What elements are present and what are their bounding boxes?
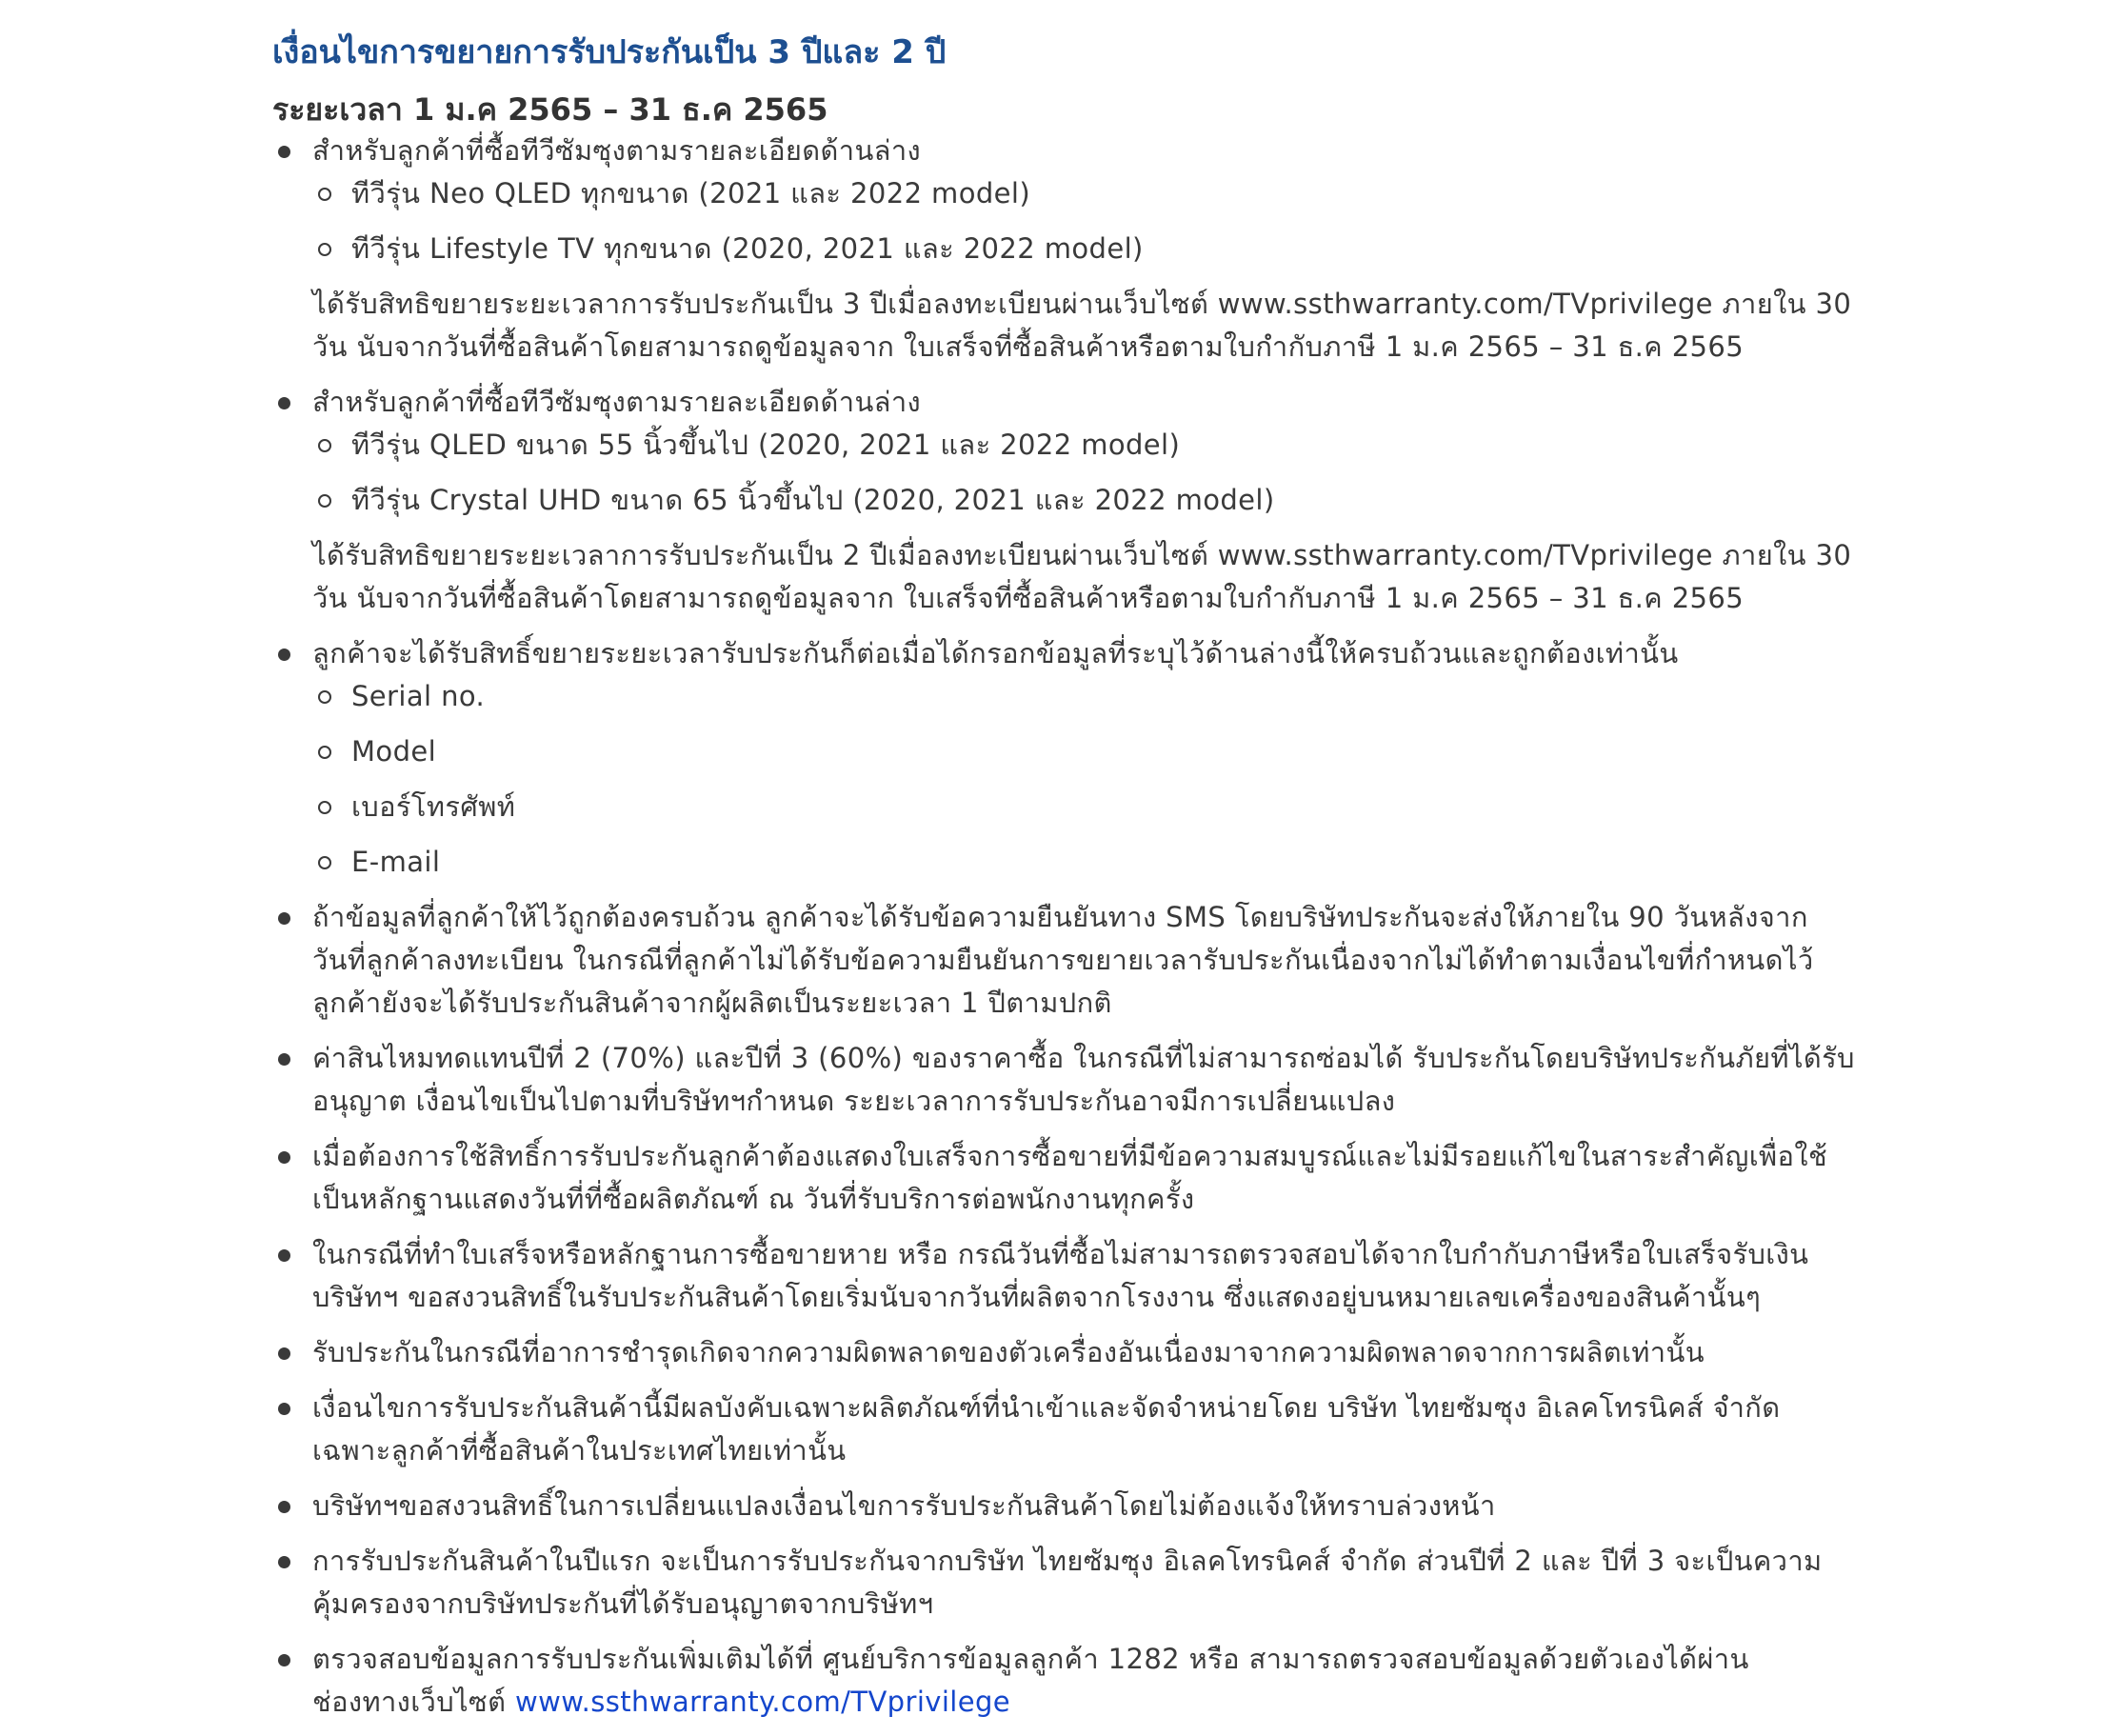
bullet-icon	[278, 1249, 290, 1262]
bullet-icon	[278, 1654, 290, 1666]
list-item	[272, 1135, 1891, 1221]
link-prefix-text: ช่องทางเว็บไซต์	[312, 1686, 515, 1718]
term-line: คุ้มครองจากบริษัทประกันที่ได้รับอนุญาตจากบริษัทฯ	[312, 1587, 934, 1620]
sub-list-item	[312, 479, 1891, 522]
required-field: Model	[351, 735, 437, 768]
bullet-icon	[278, 397, 290, 409]
circle-bullet-icon	[318, 439, 331, 452]
model-item: ทีวีรุ่น Lifestyle TV ทุกขนาด (2020, 2021 และ 2022 model)	[351, 232, 1144, 265]
warranty-note	[312, 534, 1891, 620]
sub-list-item	[312, 172, 1891, 215]
list-item	[272, 1638, 1891, 1724]
note-line: วัน นับจากวันที่ซื้อสินค้าโดยสามารถดูข้อมูลจาก ใบเสร็จที่ซื้อสินค้าหรือตามใบกำกับภาษี 1 ม.ค 2565 – 31 ธ.ค 2565	[312, 582, 1745, 614]
list-item	[272, 381, 1891, 620]
list-item	[272, 1387, 1891, 1472]
bullet-icon	[278, 912, 290, 925]
sub-list-item	[312, 786, 1891, 828]
circle-bullet-icon	[318, 746, 331, 759]
required-fields-list	[312, 675, 1891, 884]
bullet-icon	[278, 146, 290, 158]
sub-list-item	[312, 730, 1891, 773]
required-field: Serial no.	[351, 680, 486, 712]
circle-bullet-icon	[318, 188, 331, 201]
model-item: ทีวีรุ่น Neo QLED ทุกขนาด (2021 และ 2022 model)	[351, 177, 1031, 210]
term-line: เงื่อนไขการรับประกันสินค้านี้มีผลบังคับเฉพาะผลิตภัณฑ์ที่นำเข้าและจัดจำหน่ายโดย บริษัท ไทยซัมซุง อิเลคโทรนิคส์ จำกัด	[312, 1391, 1781, 1424]
sub-list-item	[312, 675, 1891, 718]
list-item	[272, 1233, 1891, 1319]
required-field: E-mail	[351, 846, 441, 878]
circle-bullet-icon	[318, 690, 331, 704]
term-line: ค่าสินไหมทดแทนปีที่ 2 (70%) และปีที่ 3 (60%) ของราคาซื้อ ในกรณีที่ไม่สามารถซ่อมได้ รับประกันโดยบริษัทประกันภัยที่ได้รับ	[312, 1042, 1855, 1074]
bullet-icon	[278, 1501, 290, 1513]
model-list	[312, 424, 1891, 522]
term-intro: สำหรับลูกค้าที่ซื้อทีวีซัมซุงตามรายละเอียดด้านล่าง	[312, 386, 922, 418]
warranty-website-link[interactable]: www.ssthwarranty.com/TVprivilege	[514, 1686, 1011, 1718]
sub-list-item	[312, 424, 1891, 467]
term-line: รับประกันในกรณีที่อาการชำรุดเกิดจากความผิดพลาดของตัวเครื่องอันเนื่องมาจากความผิดพลาดจากการผลิตเท่านั้น	[312, 1336, 1705, 1368]
list-item	[272, 1485, 1891, 1527]
term-intro: ลูกค้าจะได้รับสิทธิ์ขยายระยะเวลารับประกันก็ต่อเมื่อได้กรอกข้อมูลที่ระบุไว้ด้านล่างนี้ให้ครบถ้วนและถูกต้องเท่านั้น	[312, 637, 1679, 669]
list-item	[272, 896, 1891, 1025]
term-line: ในกรณีที่ทำใบเสร็จหรือหลักฐานการซื้อขายหาย หรือ กรณีวันที่ซื้อไม่สามารถตรวจสอบได้จากใบกำกับภาษีหรือใบเสร็จรับเงิน	[312, 1238, 1809, 1270]
terms-list	[272, 130, 1891, 1736]
required-field: เบอร์โทรศัพท์	[351, 790, 516, 823]
term-line: อนุญาต เงื่อนไขเป็นไปตามที่บริษัทฯกำหนด ระยะเวลาการรับประกันอาจมีการเปลี่ยนแปลง	[312, 1085, 1396, 1117]
term-line	[312, 1681, 1891, 1724]
term-line: วันที่ลูกค้าลงทะเบียน ในกรณีที่ลูกค้าไม่ได้รับข้อความยืนยันการขยายเวลารับประกันเนื่องจากไม่ได้ทำตามเงื่อนไขที่กำหนดไว้	[312, 944, 1814, 976]
term-intro: สำหรับลูกค้าที่ซื้อทีวีซัมซุงตามรายละเอียดด้านล่าง	[312, 134, 922, 167]
list-item	[272, 1540, 1891, 1626]
bullet-icon	[278, 1556, 290, 1568]
list-item	[272, 1037, 1891, 1123]
term-line: การรับประกันสินค้าในปีแรก จะเป็นการรับประกันจากบริษัท ไทยซัมซุง อิเลคโทรนิคส์ จำกัด ส่วนปีที่ 2 และ ปีที่ 3 จะเป็นความ	[312, 1545, 1823, 1577]
term-line: บริษัทฯ ขอสงวนสิทธิ์ในรับประกันสินค้าโดยเริ่มนับจากวันที่ผลิตจากโรงงาน ซึ่งแสดงอยู่บนหมายเลขเครื่องของสินค้านั้นๆ	[312, 1281, 1762, 1313]
model-list	[312, 172, 1891, 270]
note-line: วัน นับจากวันที่ซื้อสินค้าโดยสามารถดูข้อมูลจาก ใบเสร็จที่ซื้อสินค้าหรือตามใบกำกับภาษี 1 ม.ค 2565 – 31 ธ.ค 2565	[312, 330, 1745, 363]
bullet-icon	[278, 649, 290, 661]
model-item: ทีวีรุ่น QLED ขนาด 55 นิ้วขึ้นไป (2020, 2021 และ 2022 model)	[351, 429, 1181, 461]
bullet-icon	[278, 1403, 290, 1415]
term-line: ลูกค้ายังจะได้รับประกันสินค้าจากผู้ผลิตเป็นระยะเวลา 1 ปีตามปกติ	[312, 987, 1112, 1019]
warranty-note	[312, 283, 1891, 369]
note-line: ได้รับสิทธิขยายระยะเวลาการรับประกันเป็น 3 ปีเมื่อลงทะเบียนผ่านเว็บไซต์ www.ssthwarranty.com/TVprivilege ภายใน 30	[312, 288, 1852, 320]
bullet-icon	[278, 1151, 290, 1164]
sub-list-item	[312, 228, 1891, 270]
list-item	[272, 1331, 1891, 1374]
term-line: เฉพาะลูกค้าที่ซื้อสินค้าในประเทศไทยเท่านั้น	[312, 1434, 847, 1467]
circle-bullet-icon	[318, 243, 331, 256]
sub-list-item	[312, 841, 1891, 884]
model-item: ทีวีรุ่น Crystal UHD ขนาด 65 นิ้วขึ้นไป (2020, 2021 และ 2022 model)	[351, 484, 1275, 516]
list-item	[272, 130, 1891, 369]
term-line: บริษัทฯขอสงวนสิทธิ์ในการเปลี่ยนแปลงเงื่อนไขการรับประกันสินค้าโดยไม่ต้องแจ้งให้ทราบล่วงหน้า	[312, 1489, 1496, 1522]
term-line: เป็นหลักฐานแสดงวันที่ที่ซื้อผลิตภัณฑ์ ณ วันที่รับบริการต่อพนักงานทุกครั้ง	[312, 1183, 1195, 1215]
term-line: ถ้าข้อมูลที่ลูกค้าให้ไว้ถูกต้องครบถ้วน ลูกค้าจะได้รับข้อความยืนยันทาง SMS โดยบริษัทประกันจะส่งให้ภายใน 90 วันหลังจาก	[312, 901, 1808, 933]
circle-bullet-icon	[318, 801, 331, 814]
list-item	[272, 632, 1891, 884]
note-line: ได้รับสิทธิขยายระยะเวลาการรับประกันเป็น 2 ปีเมื่อลงทะเบียนผ่านเว็บไซต์ www.ssthwarranty.com/TVprivilege ภายใน 30	[312, 539, 1852, 571]
circle-bullet-icon	[318, 494, 331, 508]
bullet-icon	[278, 1053, 290, 1066]
term-line: เมื่อต้องการใช้สิทธิ์การรับประกันลูกค้าต้องแสดงใบเสร็จการซื้อขายที่มีข้อความสมบูรณ์และไม่มีรอยแก้ไขในสาระสำคัญเพื่อใช้	[312, 1140, 1828, 1172]
page-title: เงื่อนไขการขยายการรับประกันเป็น 3 ปีและ 2 ปี	[272, 33, 947, 71]
bullet-icon	[278, 1347, 290, 1360]
promotion-period: ระยะเวลา 1 ม.ค 2565 – 31 ธ.ค 2565	[272, 91, 828, 128]
term-line: ตรวจสอบข้อมูลการรับประกันเพิ่มเติมได้ที่ ศูนย์บริการข้อมูลลูกค้า 1282 หรือ สามารถตรวจสอบข้อมูลด้วยตัวเองได้ผ่าน	[312, 1643, 1749, 1675]
circle-bullet-icon	[318, 856, 331, 869]
